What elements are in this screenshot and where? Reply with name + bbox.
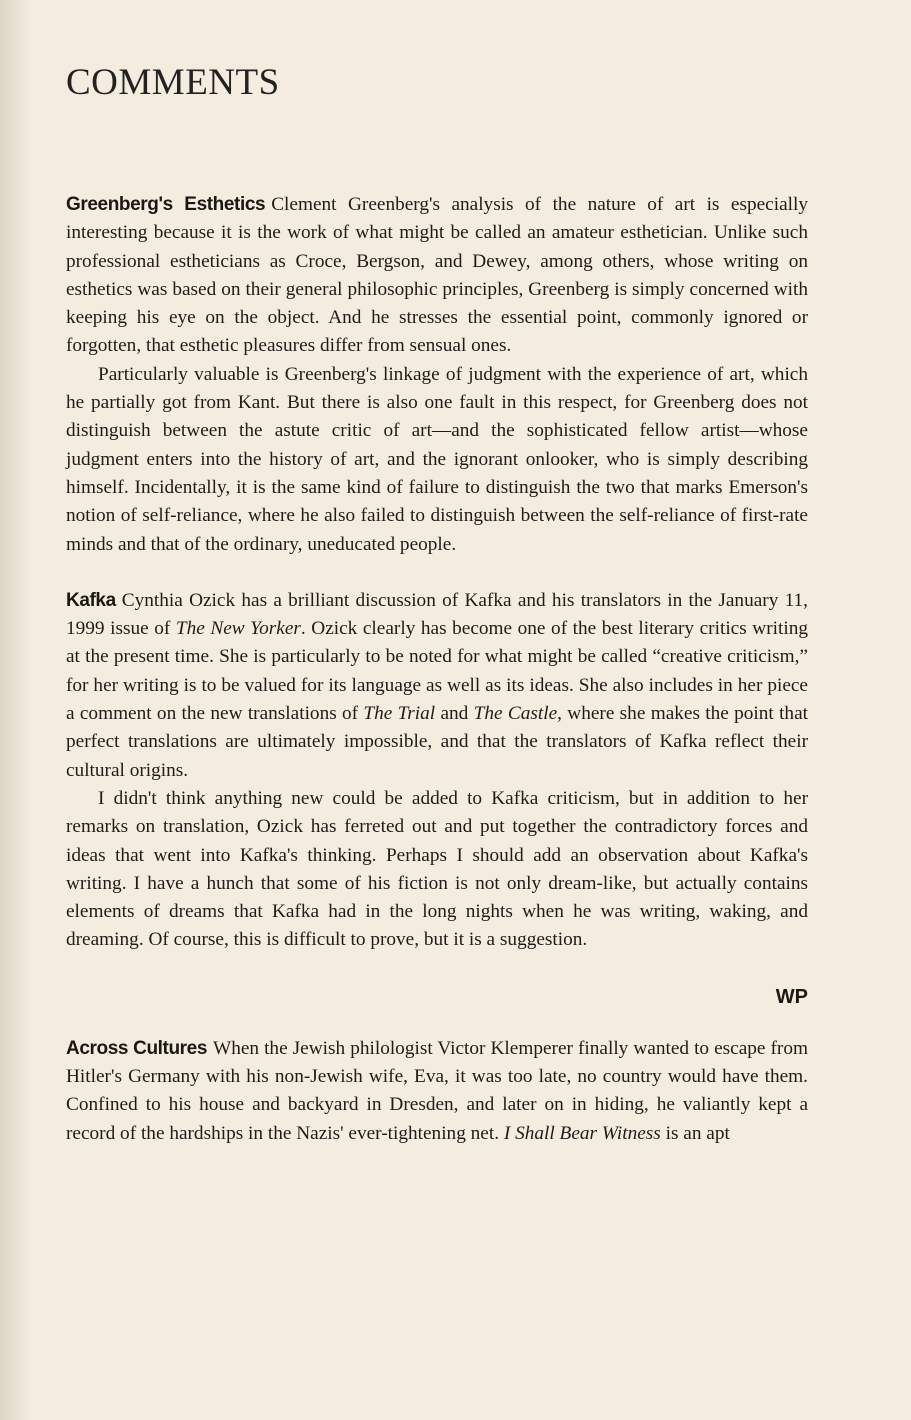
paragraph: I didn't think anything new could be added to Kafka criticism, but in addition to her remarks on translation, Ozick has ferreted out and put together the contradictory forces and ideas that went into Kafka's thinking. Perhaps I should add an observation about Kafka's writing. I have a hunch that some of his fiction is not only dream-like, but actually contains elements of dreams that Kafka had in the long nights when he was writing, waking, and dreaming. Of course, this is difficult to prove, but it is a suggestion. [66,787,808,951]
paragraph-text: Clement Greenberg's analysis of the nature of art is especially interesting because it is the work of what might be called an amateur esthetician. Unlike such professional estheticians as Croce, Bergson, and Dewey, among others, whose writing on esthetics was based on their general philosophic principles, Greenberg is simply concerned with keeping his eye on the object. And he stresses the essential point, commonly ignored or forgotten, that esthetic pleasures differ from sensual ones. [66,194,808,357]
paragraph [66,191,808,361]
document-page [66,64,808,1148]
text-run: is an apt [660,1122,730,1144]
section-heading: Kafka [66,589,116,611]
paragraph [66,1035,808,1148]
page-title: COMMENTS [66,62,280,103]
paragraph [66,587,808,785]
page-gutter-shadow [0,0,30,1420]
publication-title: The New Yorker [175,618,301,640]
text-run: . Ozick clearly has become one of the best literary critics writing at the present time. She is particularly to be noted for what might be called “creative criticism,” for her writing is to be valued for its language as well as its ideas. She also includes in her piece a comment on the new translations of [66,618,808,725]
section-kafka [66,587,808,955]
paragraph: Particularly valuable is Greenberg's linkage of judgment with the experience of art, which he partially got from Kant. But there is also one fault in this respect, for Greenberg does not distinguish between the astute critic of art—and the sophisticated fellow artist—whose judgment enters into the history of art, and the ignorant onlooker, who is simply describing himself. Incidentally, it is the same kind of failure to distinguish the two that marks Emerson's notion of self-reliance, where he also failed to distinguish between the self-reliance of first-rate minds and that of the ordinary, uneducated people. [66,363,808,555]
text-run: Cynthia Ozick has a brilliant discussion of Kafka and his translators in the January 11, 1999 issue of [66,589,808,640]
book-title: I Shall Bear Witness [503,1122,661,1144]
section-greenbergs-esthetics [66,191,808,559]
section-heading: Greenberg's Esthetics [66,194,266,215]
text-run: and [435,703,474,725]
section-heading: Across Cultures [66,1037,207,1059]
author-signature: WP [775,985,808,1008]
section-across-cultures [66,1035,808,1148]
book-title: The Trial [363,703,436,725]
text-run: , where she makes the point that perfect translations are ultimately impossible, and that the translators of Kafka reflect their cultural origins. [66,703,808,781]
text-run: When the Jewish philologist Victor Klemperer finally wanted to escape from Hitler's Germany with his non-Jewish wife, Eva, it was too late, no country would have them. Confined to his house and backyard in Dresden, and later on in hiding, he valiantly kept a record of the hardships in the Nazis' ever-tightening net. [66,1037,808,1144]
book-title: The Castle [473,703,558,725]
